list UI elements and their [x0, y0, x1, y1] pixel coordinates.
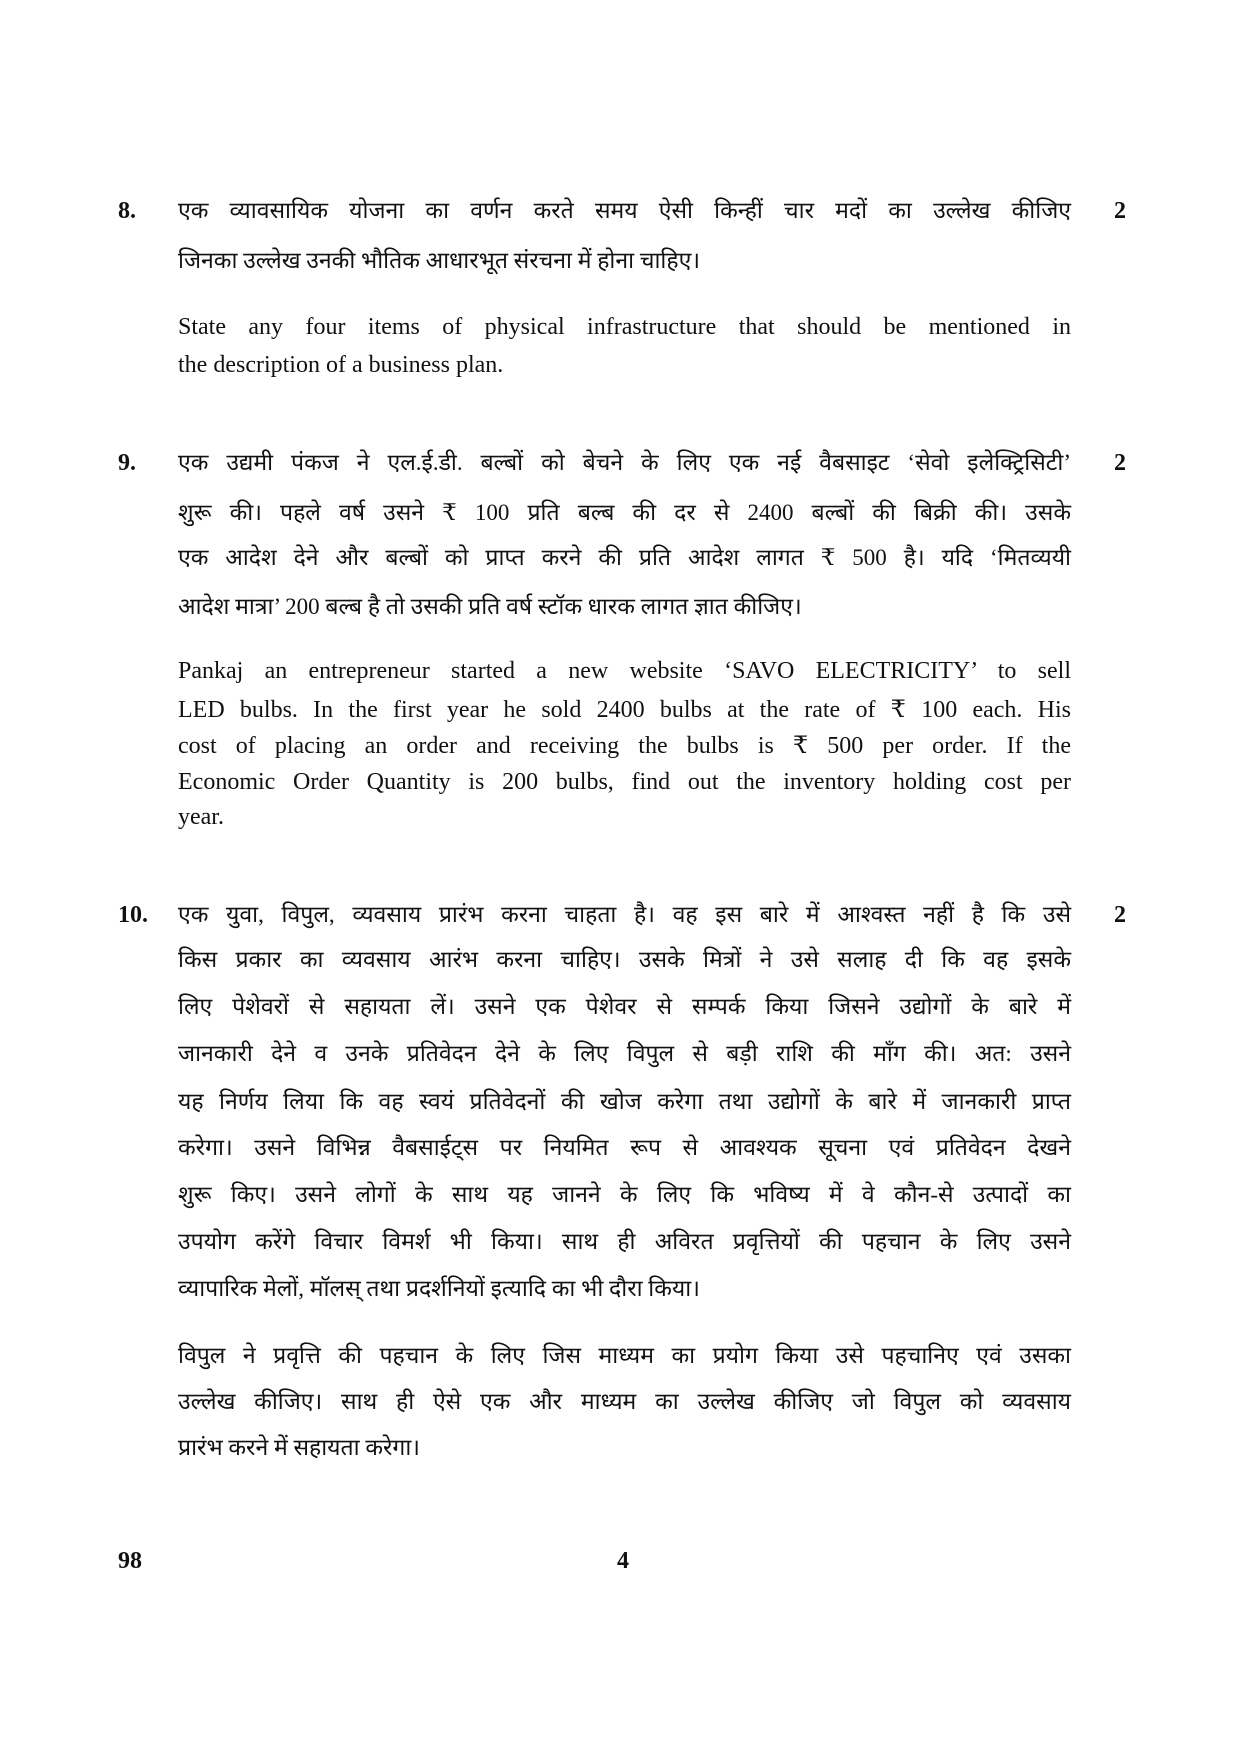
question-text-hindi: यह निर्णय लिया कि वह स्वयं प्रतिवेदनों की खोज करेगा तथा उद्योगों के बारे में जानकारी प्राप्त [178, 1089, 1071, 1114]
question-text-hindi: शुरू की। पहले वर्ष उसने ₹ 100 प्रति बल्ब की दर से 2400 बल्बों की बिक्री की। उसके [178, 500, 1071, 525]
question-text-english: LED bulbs. In the first year he sold 2400 bulbs at the rate of ₹ 100 each. His [178, 697, 1071, 723]
question-text-hindi: किस प्रकार का व्यवसाय आरंभ करना चाहिए। उसके मित्रों ने उसे सलाह दी कि वह इसके [178, 947, 1071, 972]
question-text-hindi: एक उद्यमी पंकज ने एल.ई.डी. बल्बों को बेचने के लिए एक नई वैबसाइट ‘सेवो इलेक्ट्रिसिटी’ [178, 450, 1071, 475]
question-text-english: State any four items of physical infrastructure that should be mentioned in [178, 314, 1071, 340]
question-text-hindi: विपुल ने प्रवृत्ति की पहचान के लिए जिस माध्यम का प्रयोग किया उसे पहचानिए एवं उसका [178, 1343, 1071, 1368]
question-text-hindi: उपयोग करेंगे विचार विमर्श भी किया। साथ ही अविरत प्रवृत्तियों की पहचान के लिए उसने [178, 1229, 1071, 1254]
question-text-hindi: लिए पेशेवरों से सहायता लें। उसने एक पेशेवर से सम्पर्क किया जिसने उद्योगों के बारे में [178, 994, 1071, 1019]
question-text-hindi: प्रारंभ करने में सहायता करेगा। [178, 1435, 421, 1460]
question-text-english: Economic Order Quantity is 200 bulbs, find out the inventory holding cost per [178, 769, 1071, 795]
paper-code: 98 [118, 1548, 142, 1574]
question-text-hindi: आदेश मात्रा’ 200 बल्ब है तो उसकी प्रति वर्ष स्टॉक धारक लागत ज्ञात कीजिए। [178, 594, 802, 619]
question-text-hindi: जानकारी देने व उनके प्रतिवेदन देने के लिए विपुल से बड़ी राशि की माँग की। अत: उसने [178, 1041, 1071, 1066]
question-text-english: the description of a business plan. [178, 352, 504, 378]
question-number: 9. [118, 450, 136, 476]
page-number: 4 [617, 1548, 629, 1574]
question-text-english: year. [178, 804, 224, 830]
question-text-hindi: एक व्यावसायिक योजना का वर्णन करते समय ऐसी किन्हीं चार मदों का उल्लेख कीजिए [178, 198, 1071, 223]
question-text-hindi: जिनका उल्लेख उनकी भौतिक आधारभूत संरचना में होना चाहिए। [178, 248, 701, 273]
question-marks: 2 [1114, 198, 1126, 224]
question-text-hindi: शुरू किए। उसने लोगों के साथ यह जानने के लिए कि भविष्य में वे कौन-से उत्पादों का [178, 1182, 1071, 1207]
question-text-hindi: व्यापारिक मेलों, मॉलस् तथा प्रदर्शनियों इत्यादि का भी दौरा किया। [178, 1276, 700, 1301]
question-marks: 2 [1114, 450, 1126, 476]
question-text-english: Pankaj an entrepreneur started a new website ‘SAVO ELECTRICITY’ to sell [178, 658, 1071, 684]
question-number: 10. [118, 902, 148, 928]
question-marks: 2 [1114, 902, 1126, 928]
question-text-hindi: उल्लेख कीजिए। साथ ही ऐसे एक और माध्यम का उल्लेख कीजिए जो विपुल को व्यवसाय [178, 1389, 1071, 1414]
question-text-hindi: एक युवा, विपुल, व्यवसाय प्रारंभ करना चाहता है। वह इस बारे में आश्वस्त नहीं है कि उसे [178, 902, 1071, 927]
question-text-hindi: एक आदेश देने और बल्बों को प्राप्त करने की प्रति आदेश लागत ₹ 500 है। यदि ‘मितव्ययी [178, 545, 1071, 570]
question-text-hindi: करेगा। उसने विभिन्न वैबसाईट्स पर नियमित रूप से आवश्यक सूचना एवं प्रतिवेदन देखने [178, 1135, 1071, 1160]
question-number: 8. [118, 198, 136, 224]
question-text-english: cost of placing an order and receiving the bulbs is ₹ 500 per order. If the [178, 733, 1071, 759]
